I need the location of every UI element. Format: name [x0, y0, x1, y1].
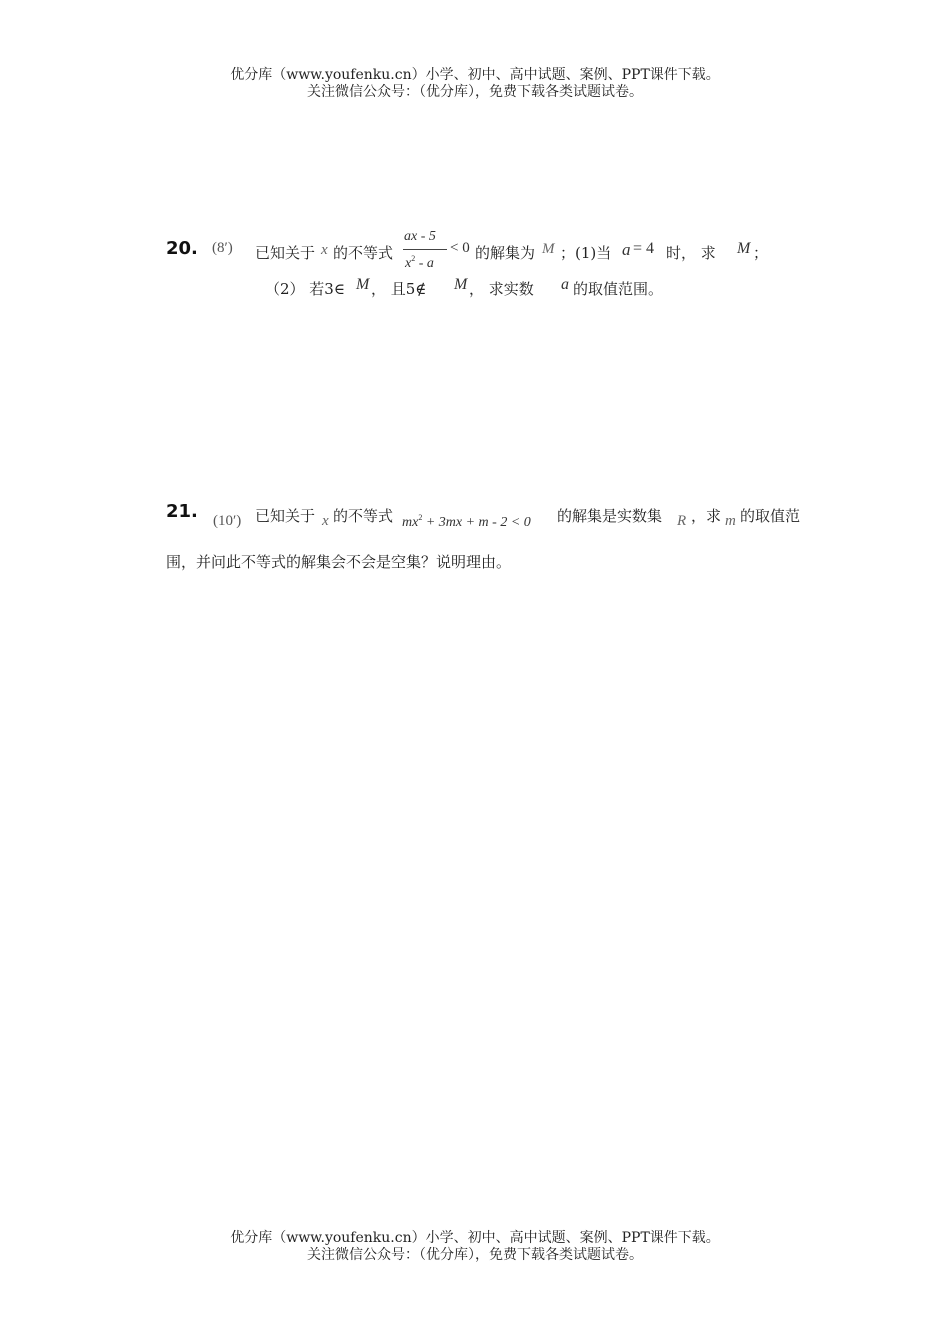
question-number: 20. [166, 238, 198, 259]
variable-M: M [542, 241, 555, 257]
fraction-denominator: $x^2$ - a [405, 254, 434, 271]
question-text: 的不等式 [333, 507, 394, 525]
variable-M: M [454, 276, 468, 293]
question-text: ；(1)当 [560, 244, 612, 262]
equals-value: = 4 [633, 240, 655, 257]
question-number: 21. [166, 501, 198, 522]
header-line-2: 关注微信公众号：（优分库），免费下载各类试题试卷。 [307, 84, 643, 100]
variable-a: a [561, 276, 569, 293]
page-header [0, 67, 950, 101]
variable-R: R [677, 513, 687, 529]
question-text: 时， 求 [666, 244, 716, 262]
question-text: ； [753, 244, 769, 262]
score-label: (10′) [213, 513, 242, 529]
question-text: 已知关于 [255, 507, 316, 525]
fraction-bar [403, 249, 447, 250]
question-text: 已知关于 [255, 244, 316, 262]
question-text: ，求 [691, 507, 722, 525]
inequality-sign: < 0 [450, 240, 470, 256]
score-label: (8′) [212, 240, 233, 256]
page-footer [0, 1230, 950, 1264]
question-text-line-2: 围，并问此不等式的解集会不会是空集？说明理由。 [166, 553, 512, 571]
inequality-expression: $mx^2 + 3mx + m - 2 < 0$ [402, 513, 531, 530]
question-text: 的取值范围。 [573, 280, 664, 298]
question-text: 的解集为 [475, 244, 536, 262]
variable-M: M [356, 276, 370, 293]
question-text: ， 且5∉ [371, 280, 427, 298]
question-text: 的取值范 [740, 507, 801, 525]
footer-line-2: 关注微信公众号：（优分库），免费下载各类试题试卷。 [307, 1247, 643, 1263]
header-line-1: 优分库（www.youfenku.cn）小学、初中、高中试题、案例、PPT课件下载。 [230, 67, 720, 83]
question-text: 的不等式 [333, 244, 394, 262]
fraction-numerator: ax - 5 [404, 229, 436, 244]
question-text: 的解集是实数集 [557, 507, 663, 525]
variable-a: a [622, 240, 631, 259]
variable-m: m [725, 513, 736, 529]
footer-line-1: 优分库（www.youfenku.cn）小学、初中、高中试题、案例、PPT课件下载。 [230, 1230, 720, 1246]
sub-question-2: （2） 若3∈ [265, 280, 345, 298]
variable-x: x [321, 242, 328, 258]
question-text: ， 求实数 [469, 280, 534, 298]
variable-x: x [322, 513, 329, 529]
variable-M: M [737, 240, 751, 257]
